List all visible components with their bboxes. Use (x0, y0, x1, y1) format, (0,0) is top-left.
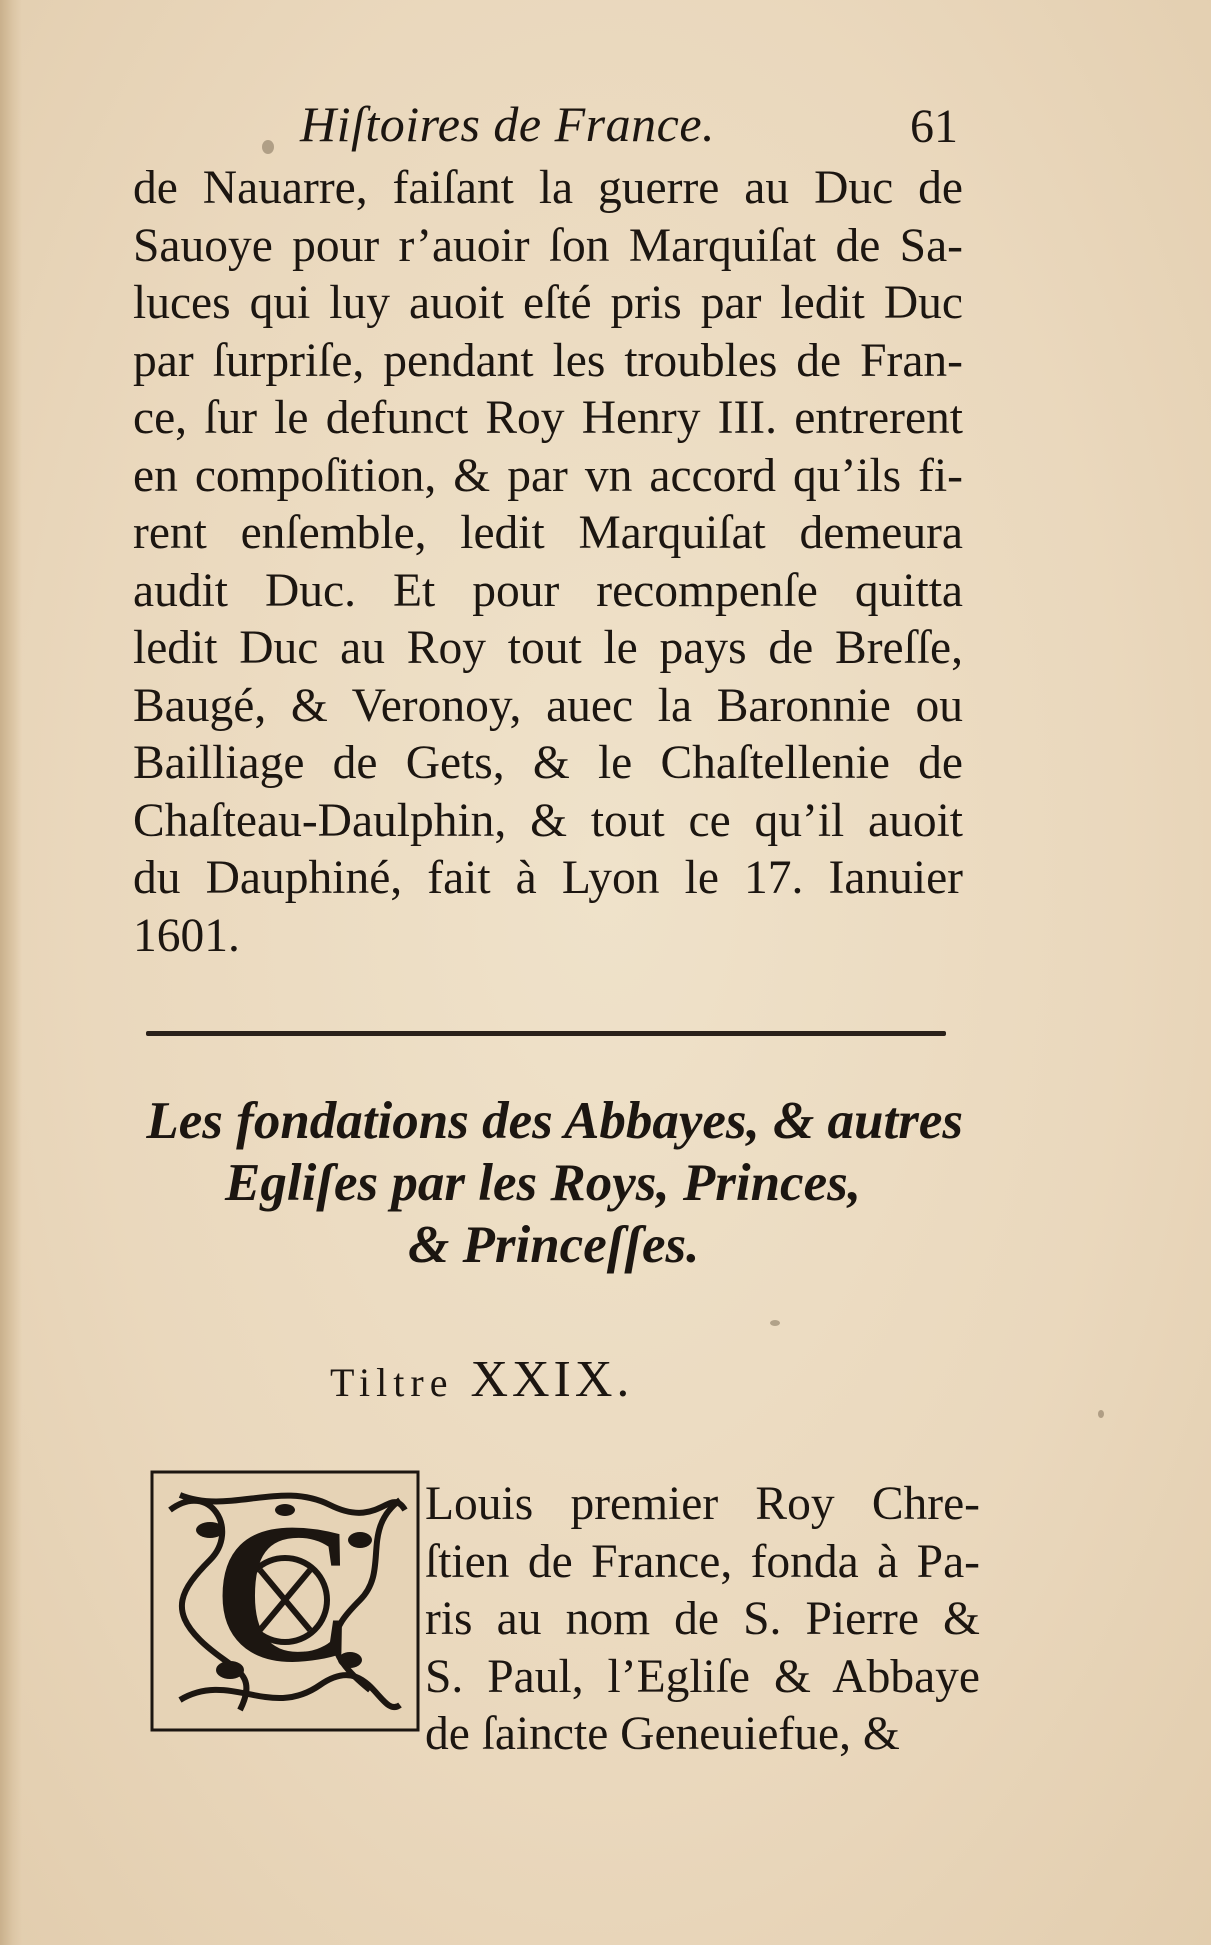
text-line: ſtien de France, fonda à Pa- (425, 1535, 980, 1588)
running-title: Hiſtoires de France. (300, 96, 716, 152)
text-line: Louis premier Roy Chre- (425, 1478, 980, 1530)
text-line: S. Paul, l’Egliſe & Abbaye (425, 1650, 980, 1703)
section-divider-rule (146, 1031, 946, 1036)
section-heading (133, 1090, 963, 1276)
heading-line: Les fondations des Abbayes, & autres (146, 1092, 963, 1150)
title-word: Tiltre (330, 1360, 454, 1405)
body-text-block (133, 160, 963, 965)
text-line: de Nauarre, faiſant la guerre au Duc de (133, 162, 963, 214)
ink-speck (1098, 1410, 1104, 1418)
text-line: ris au nom de S. Pierre & (425, 1593, 980, 1645)
running-head (258, 95, 958, 155)
ink-speck (770, 1320, 780, 1326)
heading-line: & Princeſſes. (408, 1216, 700, 1274)
text-line: rent enſemble, ledit Marquiſat demeura (133, 507, 963, 559)
text-line: Chaſteau-Daulphin, & tout ce qu’il auoit (133, 794, 963, 847)
text-line: ledit Duc au Roy tout le pays de Breſſe, (133, 622, 963, 674)
initial-letter: C (212, 1483, 358, 1704)
decorated-initial (150, 1470, 420, 1732)
text-line: 1601. (133, 909, 240, 962)
text-line: de ſaincte Geneuiefue, & (425, 1708, 900, 1760)
title-number: XXIX. (470, 1351, 634, 1408)
text-line: audit Duc. Et pour recompenſe quitta (133, 564, 963, 617)
title-label (330, 1350, 890, 1409)
text-line: par ſurpriſe, pendant les troubles de Fran- (133, 334, 963, 387)
text-line: Bailliage de Gets, & le Chaſtellenie de (133, 737, 963, 789)
heading-line: Egliſes par les Roys, Princes, (225, 1154, 861, 1212)
text-line: ce, ſur le defunct Roy Henry III. entrerent (133, 392, 963, 444)
text-line: du Dauphiné, fait à Lyon le 17. Ianuier (133, 852, 963, 904)
paragraph-text (425, 1476, 980, 1764)
text-line: Sauoye pour r’auoir ſon Marquiſat de Sa- (133, 219, 963, 272)
page-number: 61 (910, 100, 958, 153)
page-edge-shadow (0, 0, 22, 1945)
ink-speck (262, 140, 274, 154)
text-line: Baugé, & Veronoy, auec la Baronnie ou (133, 679, 963, 732)
text-line: luces qui luy auoit eſté pris par ledit Duc (133, 277, 963, 329)
text-line: en compoſition, & par vn accord qu’ils fi- (133, 449, 963, 502)
